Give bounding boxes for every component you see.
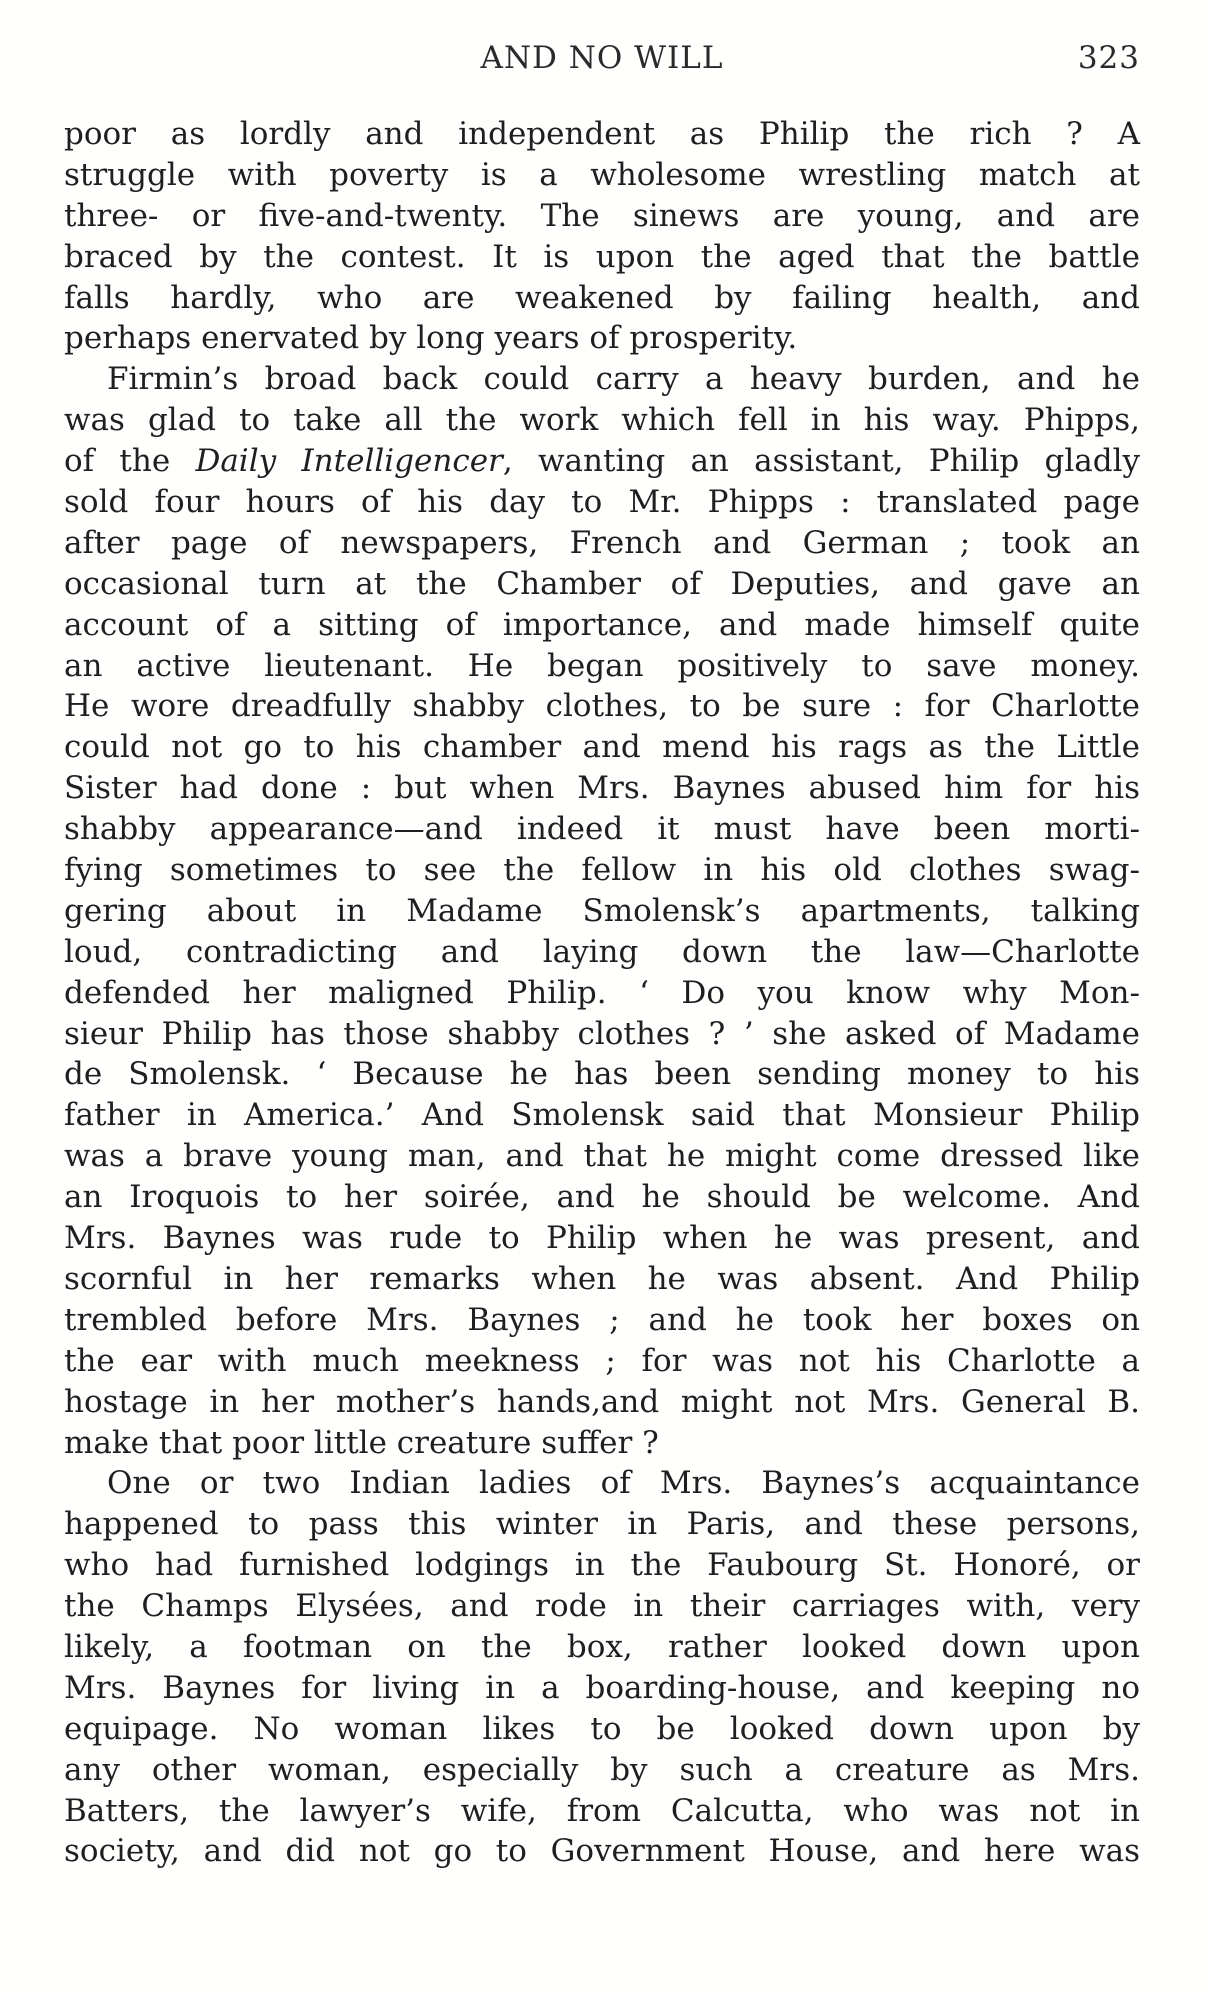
text-line: gering about in Madame Smolensk’s apartments, talking	[64, 892, 1140, 929]
text-line: loud, contradicting and laying down the law—Charlotte	[64, 933, 1140, 970]
text-line: sold four hours of his day to Mr. Phipps : translated page	[64, 484, 1140, 521]
text-line: the Champs Elysées, and rode in their carriages with, very	[64, 1588, 1140, 1625]
text-line: poor as lordly and independent as Philip the rich ? A	[64, 116, 1140, 152]
text-line: Mrs. Baynes for living in a boarding-house, and keeping no	[64, 1669, 1140, 1706]
text-line: likely, a footman on the box, rather looked down upon	[64, 1628, 1140, 1665]
text-segment: , wanting an assistant, Philip gladly	[502, 443, 1140, 480]
text-line: three- or five-and-twenty. The sinews are young, and are	[64, 197, 1140, 234]
newspaper-title: Daily Intelligencer	[195, 443, 503, 480]
text-line: perhaps enervated by long years of prosperity.	[64, 320, 798, 357]
page-number: 323	[1077, 40, 1140, 76]
text-line: an Iroquois to her soirée, and he should be welcome. And	[64, 1179, 1140, 1216]
text-line: struggle with poverty is a wholesome wrestling match at	[64, 156, 1140, 193]
text-line: the ear with much meekness ; for was not his Charlotte a	[64, 1342, 1140, 1379]
text-line: was glad to take all the work which fell in his way. Phipps,	[64, 402, 1140, 439]
text-line: He wore dreadfully shabby clothes, to be sure : for Charlotte	[64, 688, 1140, 725]
text-line: who had furnished lodgings in the Faubourg St. Honoré, or	[64, 1547, 1140, 1584]
text-line-with-italic	[64, 441, 1140, 482]
paragraph-start-line: One or two Indian ladies of Mrs. Baynes’s acquaintance	[107, 1465, 1140, 1502]
text-line: happened to pass this winter in Paris, and these persons,	[64, 1506, 1140, 1543]
text-line: falls hardly, who are weakened by failing health, and	[64, 279, 1140, 316]
paragraph-start-line: Firmin’s broad back could carry a heavy burden, and he	[107, 361, 1140, 398]
text-line: account of a sitting of importance, and made himself quite	[64, 606, 1140, 643]
text-line: braced by the contest. It is upon the aged that the battle	[64, 238, 1140, 275]
text-line: de Smolensk. ‘ Because he has been sending money to his	[64, 1056, 1140, 1093]
text-line: equipage. No woman likes to be looked down upon by	[64, 1710, 1140, 1747]
text-line: Batters, the lawyer’s wife, from Calcutta, who was not in	[64, 1792, 1140, 1829]
text-line: sieur Philip has those shabby clothes ? ’ she asked of Madame	[64, 1015, 1140, 1052]
text-line: occasional turn at the Chamber of Deputies, and gave an	[64, 565, 1140, 602]
running-title: AND NO WILL	[480, 40, 724, 76]
text-line: scornful in her remarks when he was absent. And Philip	[64, 1260, 1140, 1297]
text-line: trembled before Mrs. Baynes ; and he took her boxes on	[64, 1301, 1140, 1338]
text-line: shabby appearance—and indeed it must have been morti-	[64, 811, 1140, 848]
text-line: an active lieutenant. He began positively to save money.	[64, 647, 1140, 684]
text-line: make that poor little creature suffer ?	[64, 1424, 659, 1461]
text-segment: of the	[64, 443, 196, 480]
text-line: father in America.’ And Smolensk said that Monsieur Philip	[64, 1097, 1140, 1134]
text-line: hostage in her mother’s hands,and might not Mrs. General B.	[64, 1383, 1140, 1420]
text-line: Mrs. Baynes was rude to Philip when he was present, and	[64, 1220, 1140, 1257]
text-line: fying sometimes to see the fellow in his old clothes swag-	[64, 852, 1140, 889]
text-line: Sister had done : but when Mrs. Baynes abused him for his	[64, 770, 1140, 807]
body-text	[64, 114, 1140, 1872]
text-line: society, and did not go to Government House, and here was	[64, 1833, 1140, 1870]
text-line: any other woman, especially by such a creature as Mrs.	[64, 1751, 1140, 1788]
running-head	[64, 40, 1140, 84]
text-line: was a brave young man, and that he might come dressed like	[64, 1138, 1140, 1175]
text-line: after page of newspapers, French and German ; took an	[64, 524, 1140, 561]
text-line: could not go to his chamber and mend his rags as the Little	[64, 729, 1140, 766]
text-line: defended her maligned Philip. ‘ Do you know why Mon-	[64, 974, 1140, 1011]
